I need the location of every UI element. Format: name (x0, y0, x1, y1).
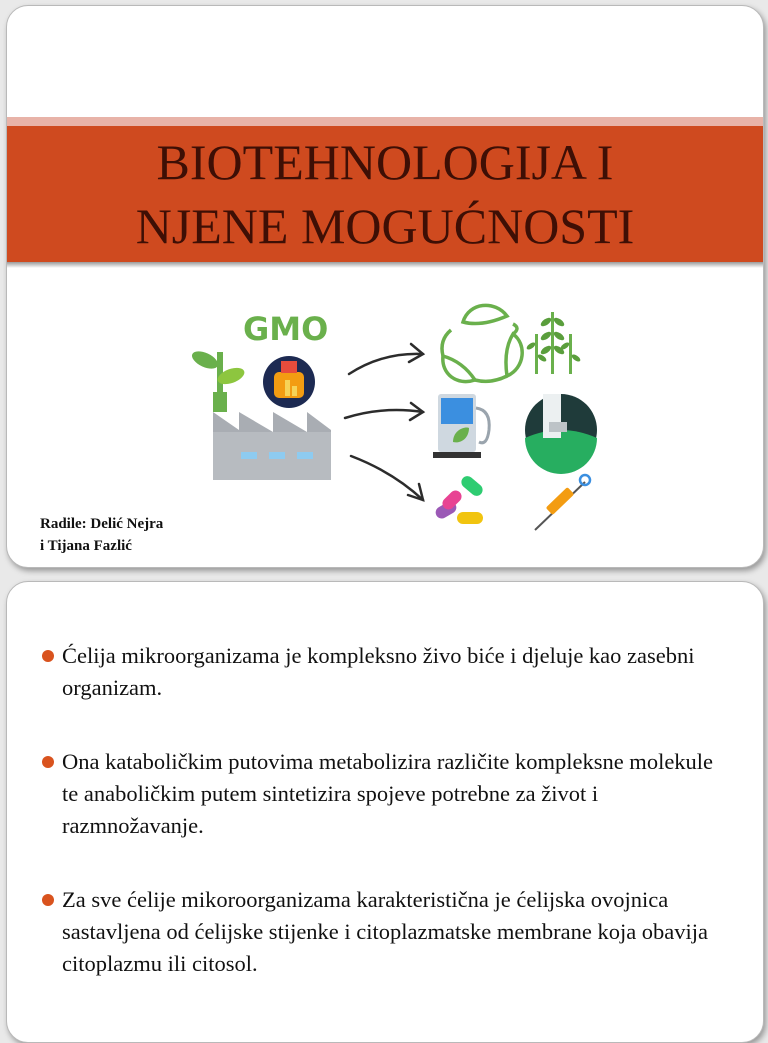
title-band-accent (7, 117, 763, 126)
bullet-dot-icon (42, 756, 54, 768)
authors-line-2: i Tijana Fazlić (40, 538, 132, 554)
lab-flask-icon (263, 356, 315, 408)
syringe-icon (535, 475, 590, 530)
bullet-text: Za sve ćelije mikoroorganizama karakteristična je ćelijska ovojnica sastavljena od ćelijske stijenke i citoplazmatske membrane koja obavija citoplazmu ili citosol. (62, 887, 709, 976)
bullet-text: Ćelija mikroorganizama je kompleksno živo biće i djeluje kao zasebni organizam. (62, 643, 695, 700)
arrow-icons (345, 344, 423, 500)
title-slide (6, 5, 764, 568)
wheat-icon (525, 312, 581, 374)
bullet-list (42, 640, 732, 1022)
slide-title-line-1: BIOTEHNOLOGIJA I (156, 134, 614, 190)
authors-line-1: Radile: Delić Nejra (40, 516, 164, 532)
medicine-pills-icon (433, 474, 485, 524)
biofuel-pump-icon (433, 394, 489, 458)
bullet-text: Ona kataboličkim putovima metabolizira različite kompleksne molekule te anaboličkim putem sintetizira spojeve potrebne za život i razmnožavanje. (62, 749, 714, 838)
title-band-shadow (7, 262, 763, 268)
bullet-item (42, 640, 732, 704)
authors (40, 513, 163, 557)
bullet-dot-icon (42, 650, 54, 662)
gmo-label: GMO (243, 310, 329, 348)
bullet-dot-icon (42, 894, 54, 906)
aquaculture-icon (525, 394, 597, 474)
slide-title-line-2: NJENE MOGUĆNOSTI (135, 198, 635, 254)
bullet-item (42, 746, 732, 842)
content-slide (6, 581, 764, 1043)
biotech-illustration (173, 282, 613, 536)
recycle-leaf-icon (442, 305, 522, 381)
bullet-item (42, 884, 732, 980)
slide-title (7, 130, 763, 258)
